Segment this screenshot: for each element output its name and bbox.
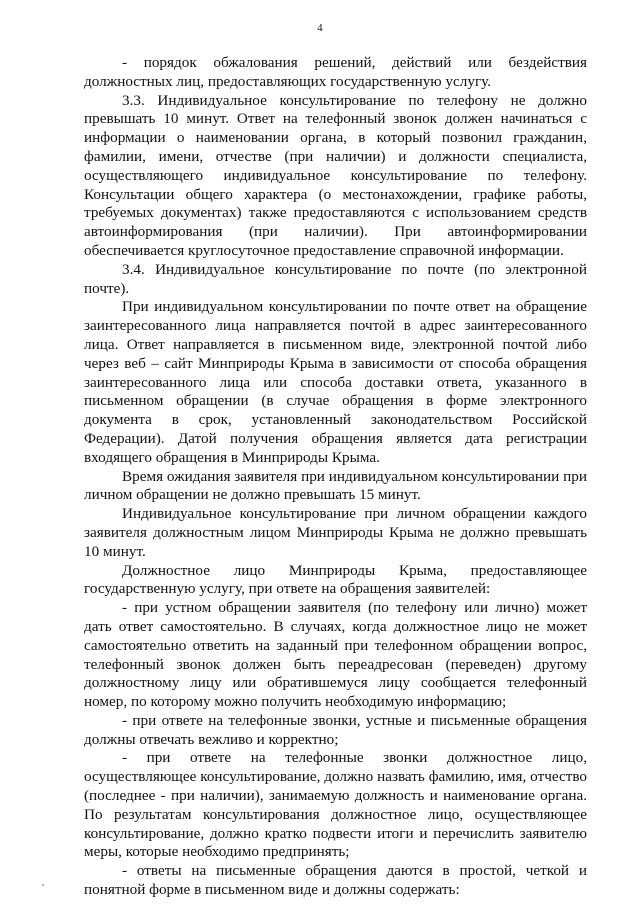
paragraph-mail-response: При индивидуальном консультировании по почте ответ на обращение заинтересованного лица направляется почтой в адрес заинтересованного лица. Ответ направляется в письменном виде, электронной почтой либо через веб – сайт Минприроды Крыма в зависимости от способа обращения заинтересованного лица или способа доставки ответа, указанного в письменном обращении (в случае обращения в форме электронного документа в срок, установленный законодательством Российской Федерации). Датой получения обращения является дата регистрации входящего обращения в Минприроды Крыма. <box>84 298 587 466</box>
page-number: 4 <box>317 22 323 34</box>
paragraph-polite-response: - при ответе на телефонные звонки, устные и письменные обращения должны отвечать вежливо и корректно; <box>84 711 587 748</box>
paragraph-oral-appeal: - при устном обращении заявителя (по телефону или лично) может дать ответ самостоятельно. В случаях, когда должностное лицо не может самостоятельно ответить на заданный при телефонном обращении вопрос, телефонный звонок должен быть переадресован (переведен) другому должностному лицу или обратившемуся лицу сообщается телефонный номер, по которому можно получить необходимую информацию; <box>84 599 587 711</box>
paragraph-official-duties-intro: Должностное лицо Минприроды Крыма, предоставляющее государственную услугу, при ответе на обращения заявителей: <box>84 561 587 598</box>
paragraph-3-3-phone-consulting: 3.3. Индивидуальное консультирование по телефону не должно превышать 10 минут. Ответ на телефонный звонок должен начинаться с информации о наименовании органа, в который позвонил гражданин, фамилии, имени, отчестве (при наличии) и должности специалиста, осуществляющего индивидуальное консультирование по телефону. Консультации общего характера (о местонахождении, графике работы, требуемых документах) также предоставляются с использованием средств автоинформирования (при наличии). При автоинформировании обеспечивается круглосуточное предоставление справочной информации. <box>84 91 587 259</box>
paragraph-waiting-time: Время ожидания заявителя при индивидуальном консультировании при личном обращении не должно превышать 15 минут. <box>84 467 587 504</box>
paragraph-appeal-procedure: - порядок обжалования решений, действий или бездействия должностных лиц, предоставляющих государственную услугу. <box>84 54 587 90</box>
paragraph-personal-consulting-duration: Индивидуальное консультирование при личном обращении каждого заявителя должностным лицом Минприроды Крыма не должно превышать 10 минут. <box>84 505 587 560</box>
paragraph-3-4-mail-consulting: 3.4. Индивидуальное консультирование по почте (по электронной почте). <box>84 260 587 297</box>
scan-artifact <box>42 884 44 886</box>
paragraph-phone-introduction: - при ответе на телефонные звонки должностное лицо, осуществляющее консультирование, должно назвать фамилию, имя, отчество (последнее - при наличии), занимаемую должность и наименование органа. По результатам консультирования должностное лицо, осуществляющее консультирование, должно кратко подвести итоги и перечислить заявителю меры, которые необходимо предпринять; <box>84 749 587 861</box>
paragraph-written-answers: - ответы на письменные обращения даются в простой, четкой и понятной форме в письменном виде и должны содержать: <box>84 862 587 899</box>
document-body <box>84 54 587 900</box>
